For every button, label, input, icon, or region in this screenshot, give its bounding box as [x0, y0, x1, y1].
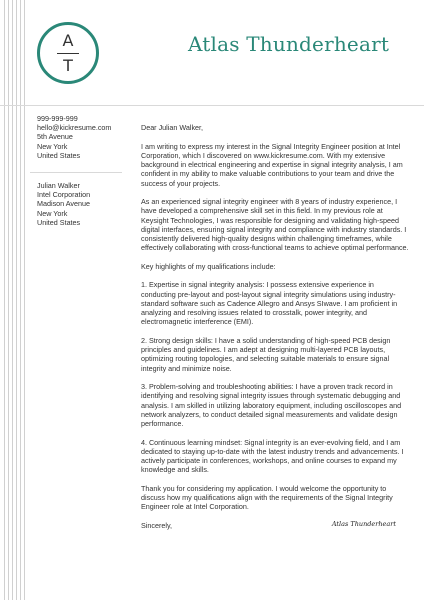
sender-contact [37, 114, 111, 160]
monogram-bottom-letter: T [63, 55, 73, 75]
recipient-company: Intel Corporation [37, 190, 91, 200]
header-divider [0, 105, 424, 106]
applicant-name: Atlas Thunderheart [188, 32, 390, 56]
paragraph-highlight-2: 2. Strong design skills: I have a solid understanding of high-speed PCB design principles and guidelines. I am adept at designing multi-layered PCB layouts, optimizing routing topologies, and selecting suitable materials to ensure signal integrity and minimize noise. [141, 335, 391, 373]
sender-city: New York [37, 141, 68, 151]
vertical-line [16, 0, 17, 600]
sender-email: hello@kickresume.com [37, 123, 112, 133]
sender-street: 5th Avenue [37, 132, 73, 142]
closing: Sincerely, [141, 520, 173, 530]
salutation: Dear Julian Walker, [141, 123, 204, 132]
vertical-line [12, 0, 13, 600]
vertical-line [8, 0, 9, 600]
paragraph-highlights-intro: Key highlights of my qualifications include: [141, 261, 276, 271]
monogram-logo [37, 22, 99, 84]
sender-phone: 999-999-999 [37, 114, 78, 123]
vertical-line [4, 0, 5, 600]
paragraph-highlight-4: 4. Continuous learning mindset: Signal integrity is an ever-evolving field, and I am dedicated to staying up-to-date with the latest industry trends and advancements. I actively participate in conferences, workshops, and online courses to expand my knowledge and skills. [141, 437, 404, 475]
paragraph-highlight-3: 3. Problem-solving and troubleshooting abilities: I have a proven track record in identifying and resolving signal integrity issues through systematic debugging and analysis. I am skilled in utilizing laboratory equipment, including oscilloscopes and network analyzers, to conduct detailed signal measurements and validate design performance. [141, 382, 402, 428]
monogram-top-letter: A [62, 30, 74, 50]
vertical-line [24, 0, 25, 600]
recipient-country: United States [37, 217, 81, 227]
recipient-city: New York [37, 208, 68, 218]
sidebar-divider [30, 172, 122, 173]
paragraph-intro: I am writing to express my interest in the Signal Integrity Engineer position at Intel Corporation, which I discovered on www.kickresume.com. With my extensive background in electrical engineering and expertise in signal integrity analysis, I am confident in my ability to make valuable contributions to your team and drive the success of your projects. [141, 141, 403, 188]
paragraph-highlight-1: 1. Expertise in signal integrity analysis: I possess extensive experience in conducting pre-layout and post-layout signal integrity simulations using industry-standard software such as Cadence Allegro and Ansys SIwave. I am proficient in analyzing and resolving issues related to crosstalk, power integrity, and electromagnetic interference (EMI). [141, 280, 398, 327]
letter-body [141, 123, 409, 539]
paragraph-closing: Thank you for considering my application. I would welcome the opportunity to discuss how my qualifications align with the requirements of the Signal Integrity Engineer role at Intel Corporation. [141, 483, 393, 512]
sender-country: United States [37, 150, 81, 160]
recipient-name: Julian Walker [37, 181, 80, 190]
paragraph-experience: As an experienced signal integrity engineer with 8 years of industry experience, I have developed a comprehensive skill set in this field. In my previous role at Keysight Technologies, I was responsible for designing and validating high-speed digital interfaces, ensuring signal integrity and compliance with industry standards. I consistently delivered high-quality designs within challenging timeframes, while effectively collaborating with cross-functional teams to achieve optimal performance. [141, 197, 409, 253]
monogram-divider [57, 53, 79, 54]
decorative-vertical-lines [0, 0, 30, 600]
recipient-street: Madison Avenue [37, 199, 91, 209]
vertical-line [20, 0, 21, 600]
recipient-address [37, 181, 90, 227]
signature: Atlas Thunderheart [331, 520, 396, 528]
